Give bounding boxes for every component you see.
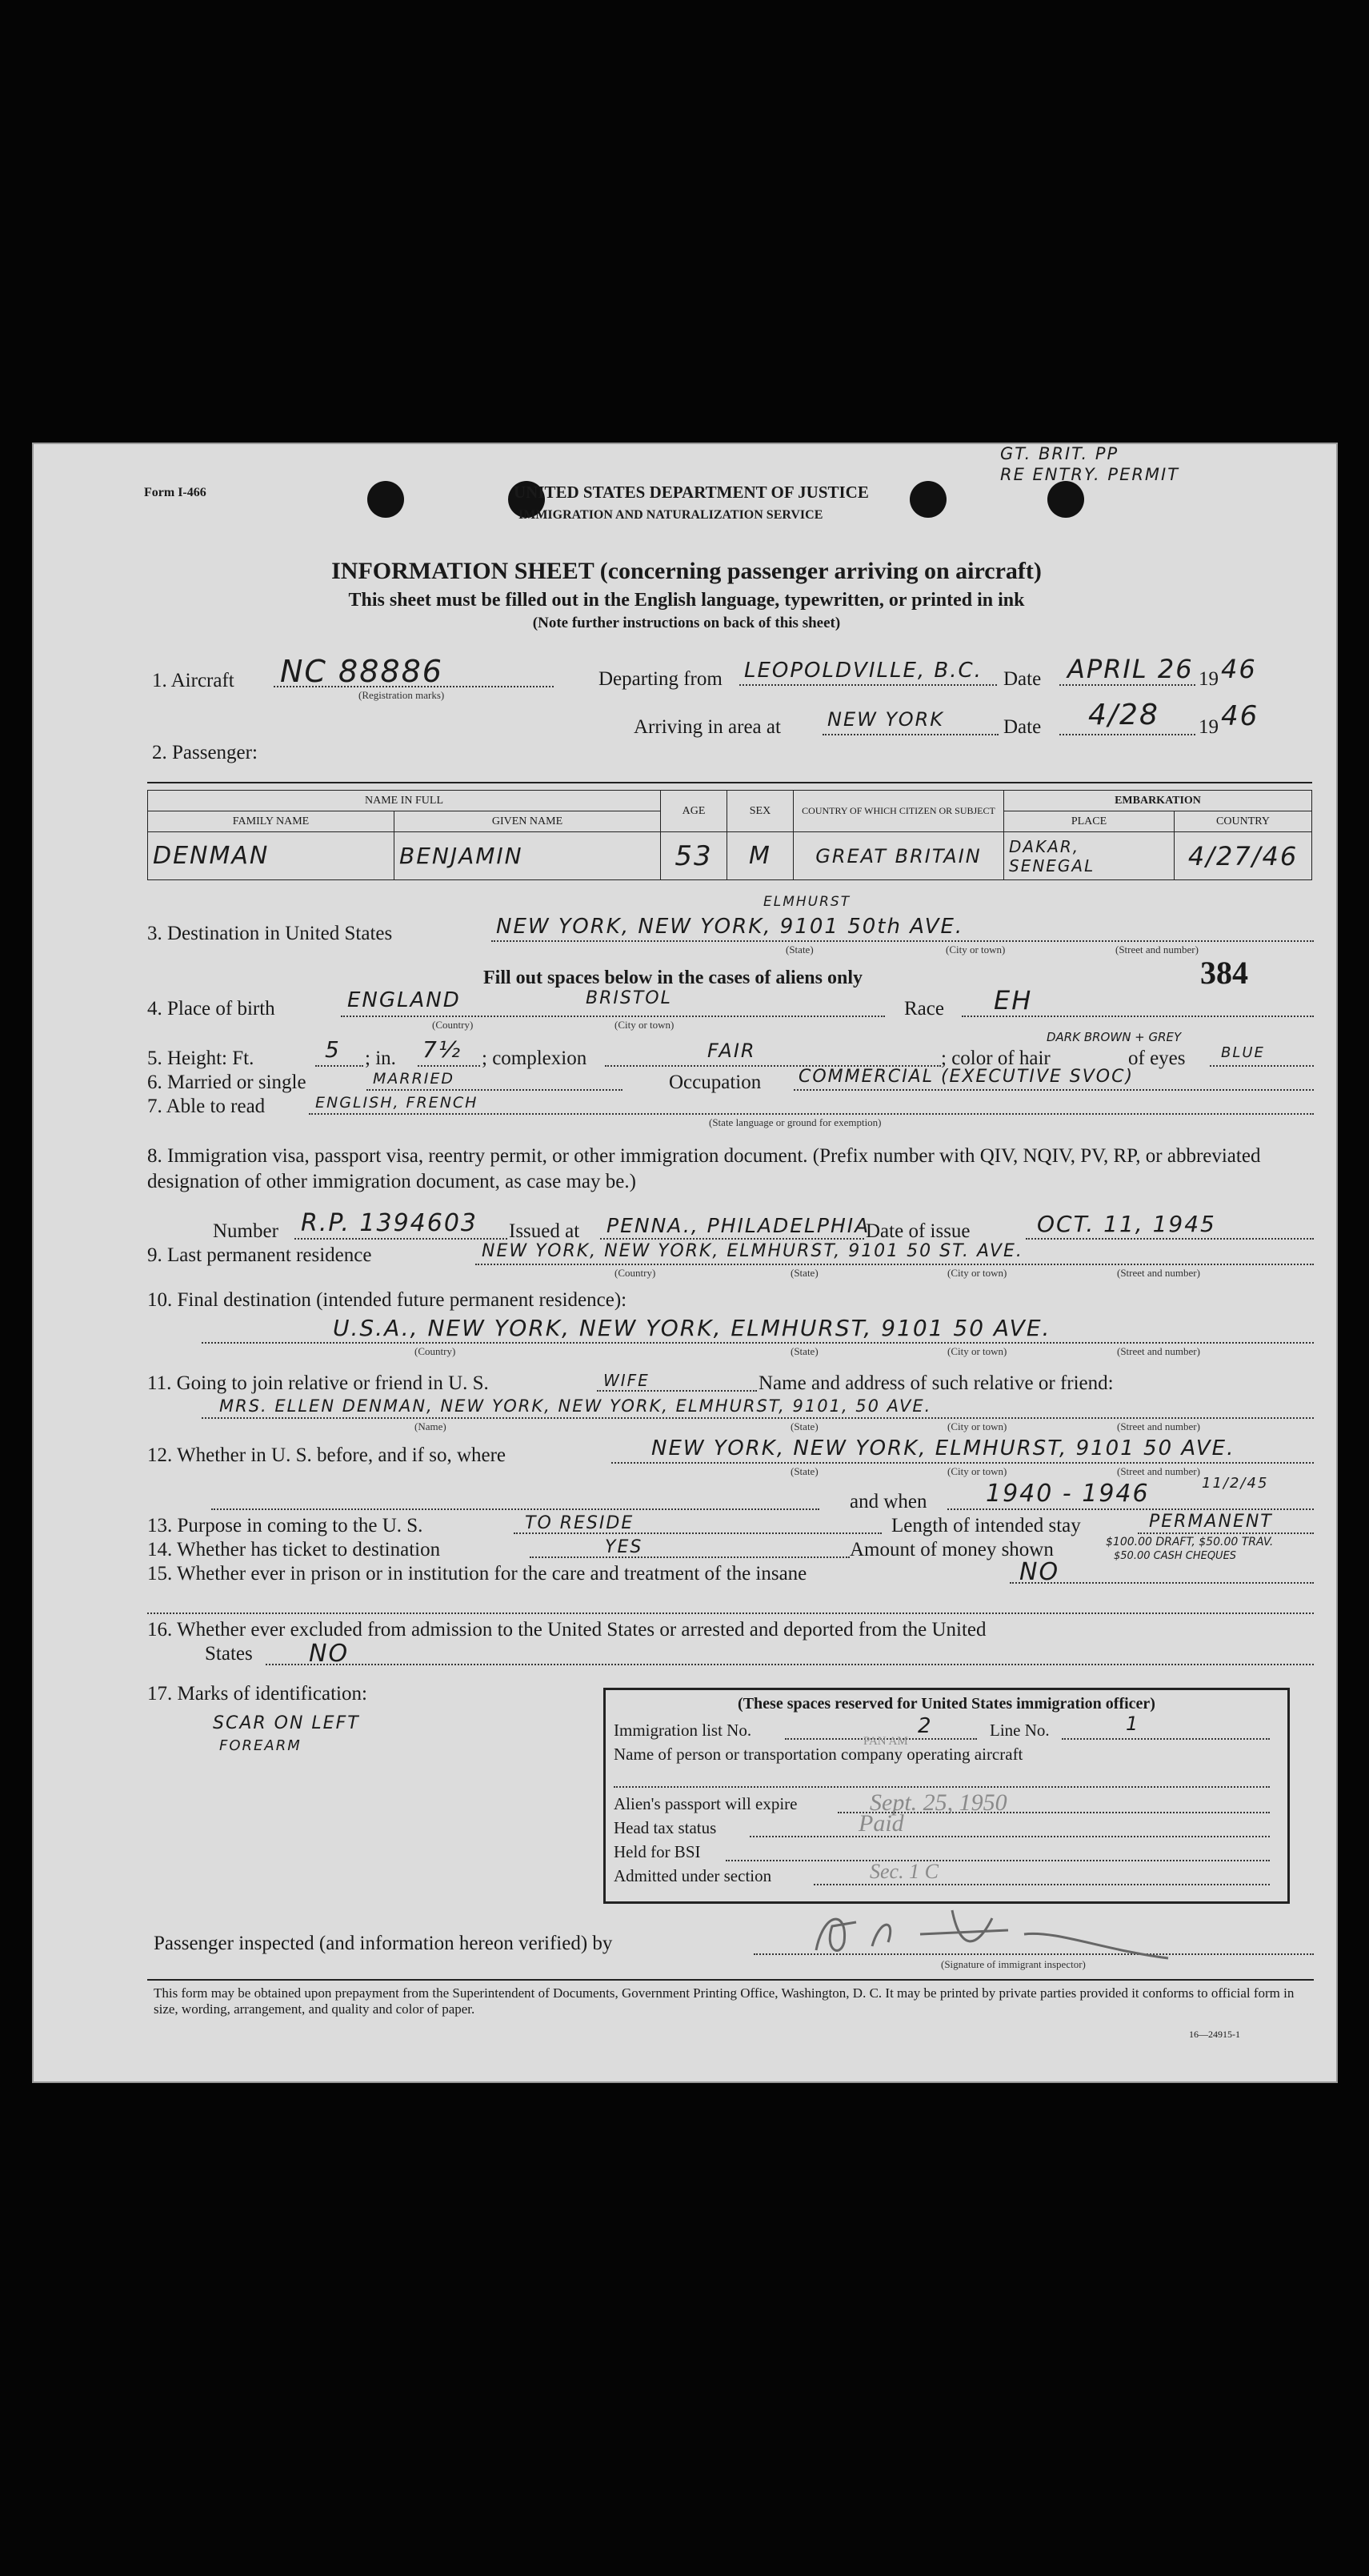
final-destination-label: 10. Final destination (intended future permanent residence): <box>147 1289 627 1311</box>
caption-country: (Country) <box>614 1267 656 1279</box>
head-tax-label: Head tax status <box>614 1818 717 1837</box>
complexion-label: ; complexion <box>482 1048 587 1069</box>
marks-value-1: SCAR ON LEFT <box>213 1713 360 1733</box>
officer-box <box>603 1688 1290 1904</box>
departing-label: Departing from <box>598 668 723 690</box>
age-header: AGE <box>661 791 727 832</box>
visa-number-label: Number <box>213 1220 278 1242</box>
issued-label: Issued at <box>509 1220 580 1242</box>
caption-street: (Street and number) <box>1117 1345 1200 1357</box>
country-header: COUNTRY <box>1175 811 1312 832</box>
head-tax-value: Paid <box>859 1810 904 1837</box>
place-header: PLACE <box>1004 811 1175 832</box>
carrier-label: Name of person or transportation company operating aircraft <box>614 1745 1023 1764</box>
caption-street: (Street and number) <box>1117 1267 1200 1279</box>
caption-country: (Country) <box>432 1019 474 1031</box>
complexion-value: FAIR <box>707 1040 756 1062</box>
departing-year-prefix: 19 <box>1199 668 1219 690</box>
department-name: UNITED STATES DEPARTMENT OF JUSTICE <box>514 483 869 502</box>
line-no-value: 1 <box>1126 1713 1140 1735</box>
eyes-value: BLUE <box>1221 1044 1265 1061</box>
birth-city: BRISTOL <box>586 988 672 1008</box>
money-value-1: $100.00 DRAFT, $50.00 TRAV. <box>1106 1536 1274 1548</box>
arriving-date-label: Date <box>1003 716 1042 738</box>
embarkation-header: EMBARKATION <box>1004 791 1312 811</box>
embark-country-cell: 4/27/46 <box>1175 832 1312 880</box>
held-bsi-label: Held for BSI <box>614 1842 701 1861</box>
admitted-section-value: Sec. 1 C <box>870 1860 939 1883</box>
given-name-cell: BENJAMIN <box>394 832 661 880</box>
corner-note: RE ENTRY. PERMIT <box>1000 465 1180 484</box>
purpose-value: TO RESIDE <box>525 1513 634 1533</box>
eyes-label: of eyes <box>1128 1048 1186 1069</box>
caption-street: (Street and number) <box>1115 943 1199 955</box>
inspector-signature <box>800 1902 1184 1966</box>
line-no-label: Line No. <box>990 1721 1050 1740</box>
age-cell: 53 <box>661 832 727 880</box>
prison-value: NO <box>1019 1558 1060 1586</box>
occupation-value: COMMERCIAL (EXECUTIVE SVOC) <box>799 1067 1135 1087</box>
birth-label: 4. Place of birth <box>147 998 275 1020</box>
sex-header: SEX <box>727 791 794 832</box>
last-residence-label: 9. Last permanent residence <box>147 1244 372 1266</box>
caption-city: (City or town) <box>947 1267 1007 1279</box>
read-value: ENGLISH, FRENCH <box>315 1094 478 1112</box>
form-note: (Note further instructions on back of this sheet) <box>532 615 841 631</box>
final-destination-value: U.S.A., NEW YORK, NEW YORK, ELMHURST, 9101 50 AVE. <box>333 1315 1051 1341</box>
family-name-header: FAMILY NAME <box>148 811 394 832</box>
service-name: IMMIGRATION AND NATURALIZATION SERVICE <box>518 508 823 522</box>
when-value: 1940 - 1946 <box>986 1480 1150 1508</box>
caption-state: (State) <box>791 1345 819 1357</box>
destination-above: ELMHURST <box>763 894 851 910</box>
joining-value: WIFE <box>603 1371 650 1390</box>
passenger-label: 2. Passenger: <box>152 742 258 763</box>
ticket-label: 14. Whether has ticket to destination <box>147 1539 441 1560</box>
caption-state: (State) <box>791 1465 819 1477</box>
stay-label: Length of intended stay <box>891 1515 1081 1536</box>
money-value-2: $50.00 CASH CHEQUES <box>1114 1550 1237 1562</box>
punch-hole <box>1047 481 1084 518</box>
excluded-label: 16. Whether ever excluded from admission to the United States or arrested and deported from the United <box>147 1619 987 1641</box>
given-name-header: GIVEN NAME <box>394 811 661 832</box>
before-value: NEW YORK, NEW YORK, ELMHURST, 9101 50 AVE. <box>651 1436 1235 1460</box>
passport-expire-label: Alien's passport will expire <box>614 1794 798 1813</box>
caption-city: (City or town) <box>947 1420 1007 1432</box>
passport-expire-value: Sept. 25, 1950 <box>870 1789 1007 1816</box>
footer-code: 16—24915-1 <box>1189 2029 1240 2040</box>
form-sheet <box>32 443 1338 2083</box>
arriving-year: 46 <box>1221 700 1259 732</box>
aircraft-value: NC 88886 <box>280 654 443 689</box>
caption-city: (City or town) <box>947 1465 1007 1477</box>
signature-caption: (Signature of immigrant inspector) <box>941 1958 1086 1970</box>
when-label: and when <box>850 1491 927 1512</box>
race-label: Race <box>904 998 944 1020</box>
carrier-stamp: PAN AM <box>863 1735 908 1748</box>
departing-year: 46 <box>1221 654 1257 684</box>
visa-label: 8. Immigration visa, passport visa, reentry permit, or other immigration document. (Prefix number with QIV, NQIV, PV, RP, or abbreviated designation of other immigration document, as case may be.) <box>147 1145 1261 1192</box>
excluded-label-2: States <box>205 1643 253 1665</box>
name-in-full-header: NAME IN FULL <box>148 791 661 811</box>
relative-name-label: Name and address of such relative or friend: <box>759 1372 1114 1394</box>
form-number: Form I-466 <box>144 486 206 499</box>
family-name-cell: DENMAN <box>148 832 394 880</box>
caption-city: (City or town) <box>947 1345 1007 1357</box>
caption-state: (State) <box>791 1420 819 1432</box>
issue-date: OCT. 11, 1945 <box>1037 1211 1216 1237</box>
hair-value-above: DARK BROWN + GREY <box>1047 1030 1182 1044</box>
stamp-number: 384 <box>1200 955 1248 991</box>
corner-note: GT. BRIT. PP <box>1000 444 1119 463</box>
form-instruction: This sheet must be filled out in the English language, typewritten, or printed in ink <box>348 590 1025 611</box>
height-feet: 5 <box>325 1036 341 1063</box>
hair-label: ; color of hair <box>941 1048 1051 1069</box>
passenger-table <box>147 790 1312 880</box>
caption-street: (Street and number) <box>1117 1465 1200 1477</box>
stay-value: PERMANENT <box>1149 1512 1273 1532</box>
immigration-list-value: 2 <box>918 1714 933 1738</box>
relative-name-value: MRS. ELLEN DENMAN, NEW YORK, NEW YORK, ELMHURST, 9101, 50 AVE. <box>219 1396 932 1416</box>
inches-label: ; in. <box>365 1048 396 1069</box>
occupation-label: Occupation <box>669 1072 762 1093</box>
caption-city: (City or town) <box>946 943 1006 955</box>
when-note: 11/2/45 <box>1202 1475 1269 1492</box>
aliens-header: Fill out spaces below in the cases of aliens only <box>483 968 863 988</box>
caption-name: (Name) <box>414 1420 446 1432</box>
place-line-1: DAKAR, <box>1009 836 1080 856</box>
before-label: 12. Whether in U. S. before, and if so, where <box>147 1444 506 1466</box>
height-inches: 7½ <box>422 1036 462 1063</box>
aircraft-label: 1. Aircraft <box>152 670 234 691</box>
prison-label: 15. Whether ever in prison or in institution for the care and treatment of the insane <box>147 1563 807 1584</box>
departing-date: APRIL 26 <box>1067 654 1194 684</box>
read-label: 7. Able to read <box>147 1096 266 1117</box>
punch-hole <box>910 481 947 518</box>
aircraft-caption: (Registration marks) <box>358 689 445 701</box>
punch-hole <box>367 481 404 518</box>
citizen-header: COUNTRY OF WHICH CITIZEN OR SUBJECT <box>794 791 1004 832</box>
immigration-list-label: Immigration list No. <box>614 1721 752 1740</box>
departing-value: LEOPOLDVILLE, B.C. <box>744 659 983 683</box>
issue-date-label: Date of issue <box>866 1220 971 1242</box>
purpose-label: 13. Purpose in coming to the U. S. <box>147 1515 423 1536</box>
citizen-cell: GREAT BRITAIN <box>794 832 1004 880</box>
race-value: EH <box>994 985 1033 1016</box>
excluded-value: NO <box>309 1640 350 1668</box>
height-label: 5. Height: Ft. <box>147 1048 254 1069</box>
caption-country: (Country) <box>414 1345 456 1357</box>
last-residence-value: NEW YORK, NEW YORK, ELMHURST, 9101 50 ST. AVE. <box>482 1241 1023 1261</box>
ticket-value: YES <box>605 1537 643 1557</box>
married-label: 6. Married or single <box>147 1072 306 1093</box>
marks-label: 17. Marks of identification: <box>147 1683 367 1705</box>
visa-number: R.P. 1394603 <box>301 1209 478 1237</box>
admitted-section-label: Admitted under section <box>614 1866 772 1885</box>
form-title: INFORMATION SHEET (concerning passenger arriving on aircraft) <box>331 558 1042 584</box>
departing-date-label: Date <box>1003 668 1042 690</box>
destination-value: NEW YORK, NEW YORK, 9101 50th AVE. <box>496 915 964 939</box>
married-value: MARRIED <box>373 1070 455 1088</box>
sex-cell: M <box>727 832 794 880</box>
money-label: Amount of money shown <box>850 1539 1054 1560</box>
caption-state: (State) <box>786 943 814 955</box>
birth-country: ENGLAND <box>347 988 461 1012</box>
joining-label: 11. Going to join relative or friend in U. S. <box>147 1372 489 1394</box>
footer-text: This form may be obtained upon prepayment from the Superintendent of Documents, Government Printing Office, Washington, D. C. It may be printed by private parties provided it conforms to official form in size, wording, arrangement, and quality and color of paper. <box>154 1985 1295 2017</box>
caption-city: (City or town) <box>614 1019 674 1031</box>
place-line-2: SENEGAL <box>1009 855 1095 875</box>
marks-value-2: FOREARM <box>219 1737 302 1754</box>
read-caption: (State language or ground for exemption) <box>709 1116 882 1128</box>
arriving-label: Arriving in area at <box>634 716 781 738</box>
issued-value: PENNA., PHILADELPHIA <box>606 1214 871 1237</box>
place-cell <box>1004 832 1175 880</box>
caption-street: (Street and number) <box>1117 1420 1200 1432</box>
caption-state: (State) <box>791 1267 819 1279</box>
officer-box-header: (These spaces reserved for United States immigration officer) <box>738 1695 1155 1713</box>
arriving-date: 4/28 <box>1088 699 1159 731</box>
destination-label: 3. Destination in United States <box>147 923 393 944</box>
inspected-label: Passenger inspected (and information hereon verified) by <box>154 1933 613 1954</box>
arriving-year-prefix: 19 <box>1199 716 1219 738</box>
arriving-value: NEW YORK <box>827 708 945 731</box>
